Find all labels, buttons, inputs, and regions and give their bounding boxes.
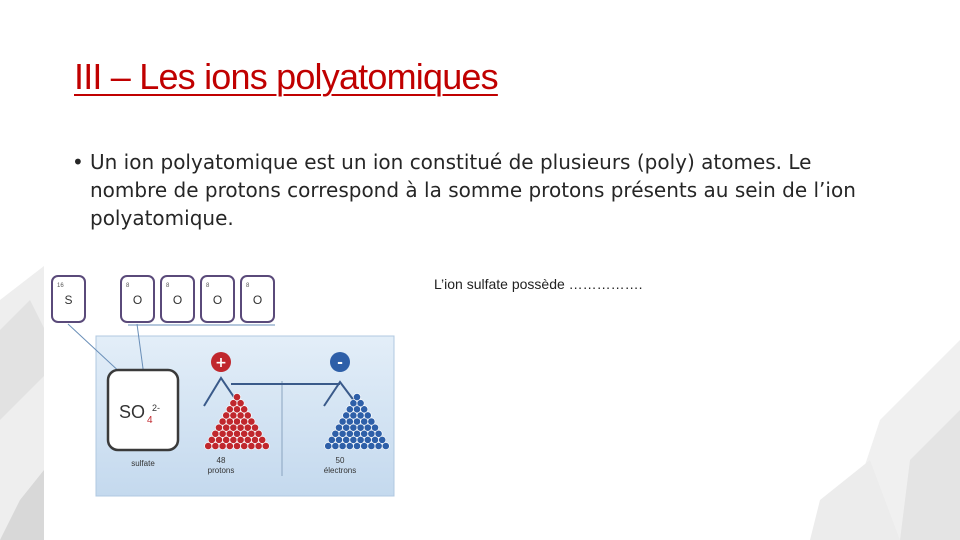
- slide-title: III – Les ions polyatomiques: [74, 56, 498, 97]
- protons-label: protons: [207, 466, 235, 475]
- electrons-label: électrons: [323, 466, 357, 475]
- atom-card-o-3: [201, 276, 234, 322]
- svg-text:SO: SO: [119, 402, 146, 422]
- sulfate-ion-card: [108, 370, 178, 450]
- svg-text:O: O: [252, 293, 263, 307]
- bullet-point: •: [72, 150, 84, 174]
- svg-text:8: 8: [166, 283, 170, 289]
- svg-text:+: +: [215, 355, 227, 371]
- svg-text:S: S: [64, 293, 73, 307]
- electron-particle: [353, 393, 360, 400]
- protons-count: 48: [216, 456, 226, 465]
- electrons-count: 50: [335, 456, 345, 465]
- svg-text:O: O: [172, 293, 183, 307]
- atom-card-o-1: [121, 276, 154, 322]
- bullet-paragraph: [72, 148, 892, 232]
- svg-text:16: 16: [57, 283, 64, 289]
- svg-text:8: 8: [126, 283, 130, 289]
- svg-text:2-: 2-: [152, 403, 161, 413]
- svg-text:4: 4: [147, 415, 153, 426]
- svg-text:O: O: [132, 293, 143, 307]
- proton-particle: [233, 393, 240, 400]
- sulfate-ion-figure: [44, 266, 408, 500]
- sulfate-caption: L’ion sulfate possède …………….: [434, 276, 643, 292]
- bullet-text: Un ion polyatomique est un ion constitué de plusieurs (poly) atomes. Le nombre de protons correspond à la somme protons présents au sein de l’ion polyatomique.: [90, 150, 856, 230]
- svg-text:8: 8: [246, 283, 250, 289]
- svg-text:8: 8: [206, 283, 210, 289]
- sulfate-label: sulfate: [131, 459, 155, 468]
- atom-card-o-2: [161, 276, 194, 322]
- atom-card-s: [52, 276, 85, 322]
- atom-card-o-4: [241, 276, 274, 322]
- svg-text:O: O: [212, 293, 223, 307]
- svg-text:-: -: [337, 355, 343, 371]
